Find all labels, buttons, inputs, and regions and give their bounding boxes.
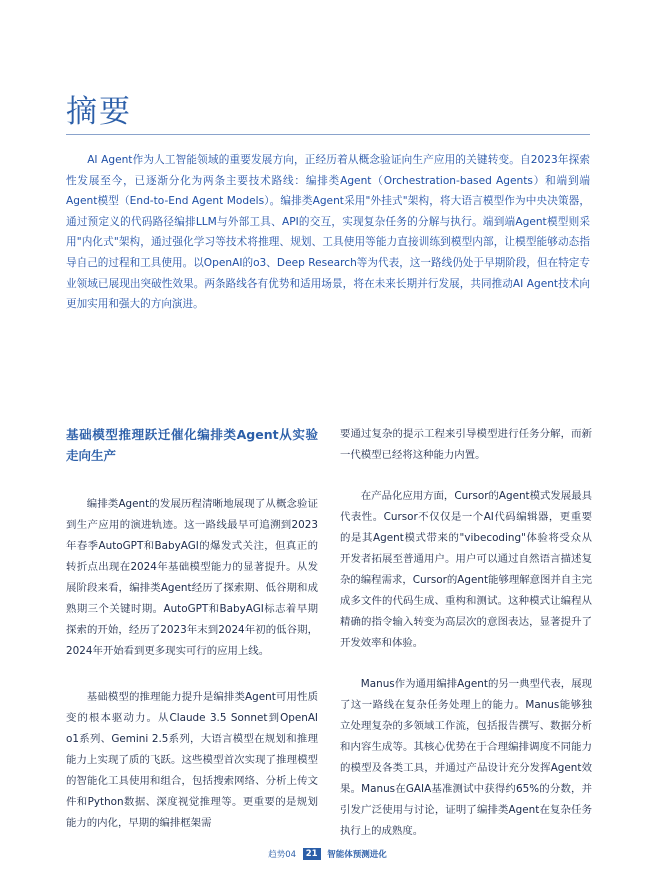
page-title: 摘要: [66, 94, 132, 130]
body-paragraph: 在产品化应用方面，Cursor的Agent模式发展最具代表性。Cursor不仅仅是一个AI代码编辑器，更重要的是其Agent模式带来的"vibecoding"体验将受众从开发者拓展至普通用户。用户可以通过自然语言描述复杂的编程需求，Cursor的Agent能够理解意图并自主完成多文件的代码生成、重构和测试。这种模式让编程从精确的指令输入转变为高层次的意图表达，显著提升了开发效率和体验。: [340, 490, 592, 649]
body-paragraph: Manus作为通用编排Agent的另一典型代表，展现了这一路线在复杂任务处理上的能力。Manus能够独立处理复杂的多领域工作流，包括报告撰写、数据分析和内容生成等。其核心优势在于合理编排调度不同能力的模型及各类工具，并通过产品设计充分发挥Agent效果。Manus在GAIA基准测试中获得约65%的分数，并引发广泛使用与讨论，证明了编排类Agent在复杂任务执行上的成熟度。: [340, 678, 592, 837]
footer-label: 趋势04: [268, 850, 297, 860]
section-heading: 基础模型推理跃迁催化编排类Agent从实验走向生产: [66, 427, 318, 463]
left-column: [66, 424, 318, 834]
title-divider: [66, 134, 590, 135]
body-paragraph: 编排类Agent的发展历程清晰地展现了从概念验证到生产应用的演进轨迹。这一路线最早可追溯到2023年春季AutoGPT和BabyAGI的爆发式关注，但真正的转折点出现在2024年基础模型能力的显著提升。从发展阶段来看，编排类Agent经历了探索期、低谷期和成熟期三个关键时期。AutoGPT和BabyAGI标志着早期探索的开始，经历了2023年末到2024年初的低谷期，2024年开始看到更多现实可行的应用上线。: [66, 498, 318, 657]
footer-title: 智能体预测进化: [327, 850, 387, 860]
right-column: [340, 424, 592, 842]
page-number: 21: [303, 848, 321, 860]
abstract-paragraph: AI Agent作为人工智能领域的重要发展方向，正经历着从概念验证向生产应用的关键转变。自2023年探索性发展至今，已逐渐分化为两条主要技术路线：编排类Agent（Orchestration-based Agents）和端到端Agent模型（End-to-End Agent Models）。编排类Agent采用"外挂式"架构，将大语言模型作为中央决策器，通过预定义的代码路径编排LLM与外部工具、API的交互，实现复杂任务的分解与执行。端到端Agent模型则采用"内化式"架构，通过强化学习等技术将推理、规划、工具使用等能力直接训练到模型内部，让模型能够动态指导自己的过程和工具使用。以OpenAI的o3、Deep Research等为代表，这一路线仍处于早期阶段，但在特定专业领域已展现出突破性效果。两条路线各有优势和适用场景，将在未来长期并行发展，共同推动AI Agent技术向更加实用和强大的方向演进。: [66, 154, 590, 311]
body-paragraph-continuation: 要通过复杂的提示工程来引导模型进行任务分解，而新一代模型已经将这种能力内置。: [340, 428, 592, 461]
page-footer: [0, 848, 655, 860]
body-paragraph: 基础模型的推理能力提升是编排类Agent可用性质变的根本驱动力。从Claude 3.5 Sonnet到OpenAI o1系列、Gemini 2.5系列，大语言模型在规划和推理能力上实现了质的飞跃。这些模型首次实现了推理模型的智能化工具使用和组合，包括搜索网络、分析上传文件和Python数据、深度视觉推理等。更重要的是规划能力的内化，早期的编排框架需: [66, 691, 318, 829]
